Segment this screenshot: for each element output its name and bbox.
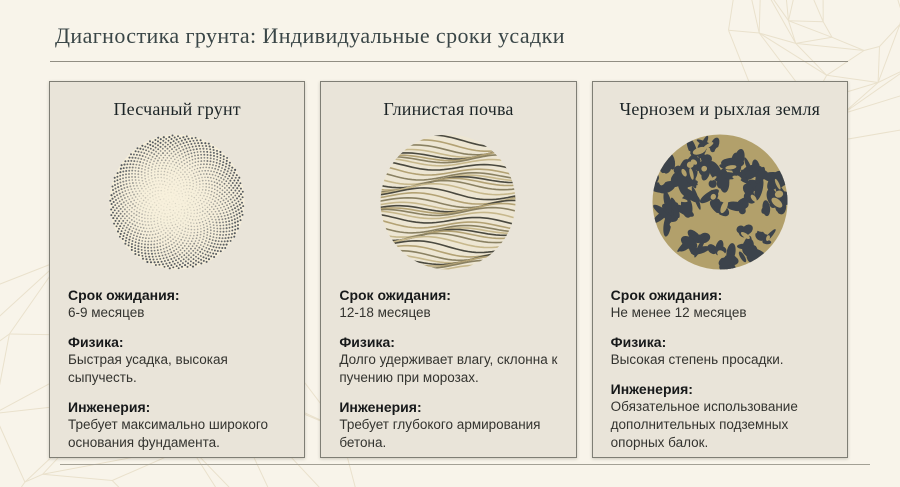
section-text: Требует глубокого армирования бетона.	[339, 417, 541, 450]
card-title: Глинистая почва	[383, 99, 514, 119]
section-text: 12-18 месяцев	[339, 305, 431, 320]
section-text: Долго удерживает влагу, склонна к пучению при морозах.	[339, 352, 558, 385]
section-text: Высокая степень просадки.	[610, 352, 784, 367]
section-text: Обязательное использование дополнительных подземных опорных балок.	[610, 399, 798, 450]
section-waiting-period	[339, 286, 557, 322]
section-label: Инженерия:	[339, 399, 422, 415]
section-label: Физика:	[68, 334, 124, 350]
card-sandy-soil	[49, 81, 305, 458]
page-title: Диагностика грунта: Индивидуальные сроки усадки	[55, 23, 565, 48]
section-physics	[339, 333, 557, 387]
section-text: Не менее 12 месяцев	[610, 305, 747, 320]
section-engineering	[611, 380, 829, 452]
footer-divider	[60, 464, 870, 465]
section-label: Срок ожидания:	[339, 287, 451, 303]
section-waiting-period	[68, 286, 286, 322]
card-chernozem-soil	[592, 81, 848, 458]
section-label: Физика:	[339, 334, 395, 350]
card-title: Песчаный грунт	[113, 99, 241, 119]
section-waiting-period	[611, 286, 829, 322]
section-label: Инженерия:	[68, 399, 151, 415]
section-text: 6-9 месяцев	[68, 305, 145, 320]
card-clay-soil	[320, 81, 576, 458]
section-label: Физика:	[610, 334, 667, 350]
section-label: Инженерия:	[610, 381, 693, 397]
section-physics	[611, 333, 829, 369]
section-text: Требует максимально широкого основания фундамента.	[68, 417, 269, 450]
chernozem-texture-icon	[652, 134, 788, 270]
clay-texture-icon	[380, 134, 516, 270]
section-physics	[68, 333, 286, 387]
sand-texture-icon	[109, 134, 245, 270]
header-divider	[50, 61, 848, 62]
section-engineering	[68, 398, 286, 452]
section-label: Срок ожидания:	[68, 287, 180, 303]
section-engineering	[339, 398, 557, 452]
section-label: Срок ожидания:	[610, 287, 723, 303]
cards-row	[49, 81, 848, 458]
section-text: Быстрая усадка, высокая сыпучесть.	[68, 352, 228, 385]
card-title: Чернозем и рыхлая земля	[619, 99, 821, 119]
